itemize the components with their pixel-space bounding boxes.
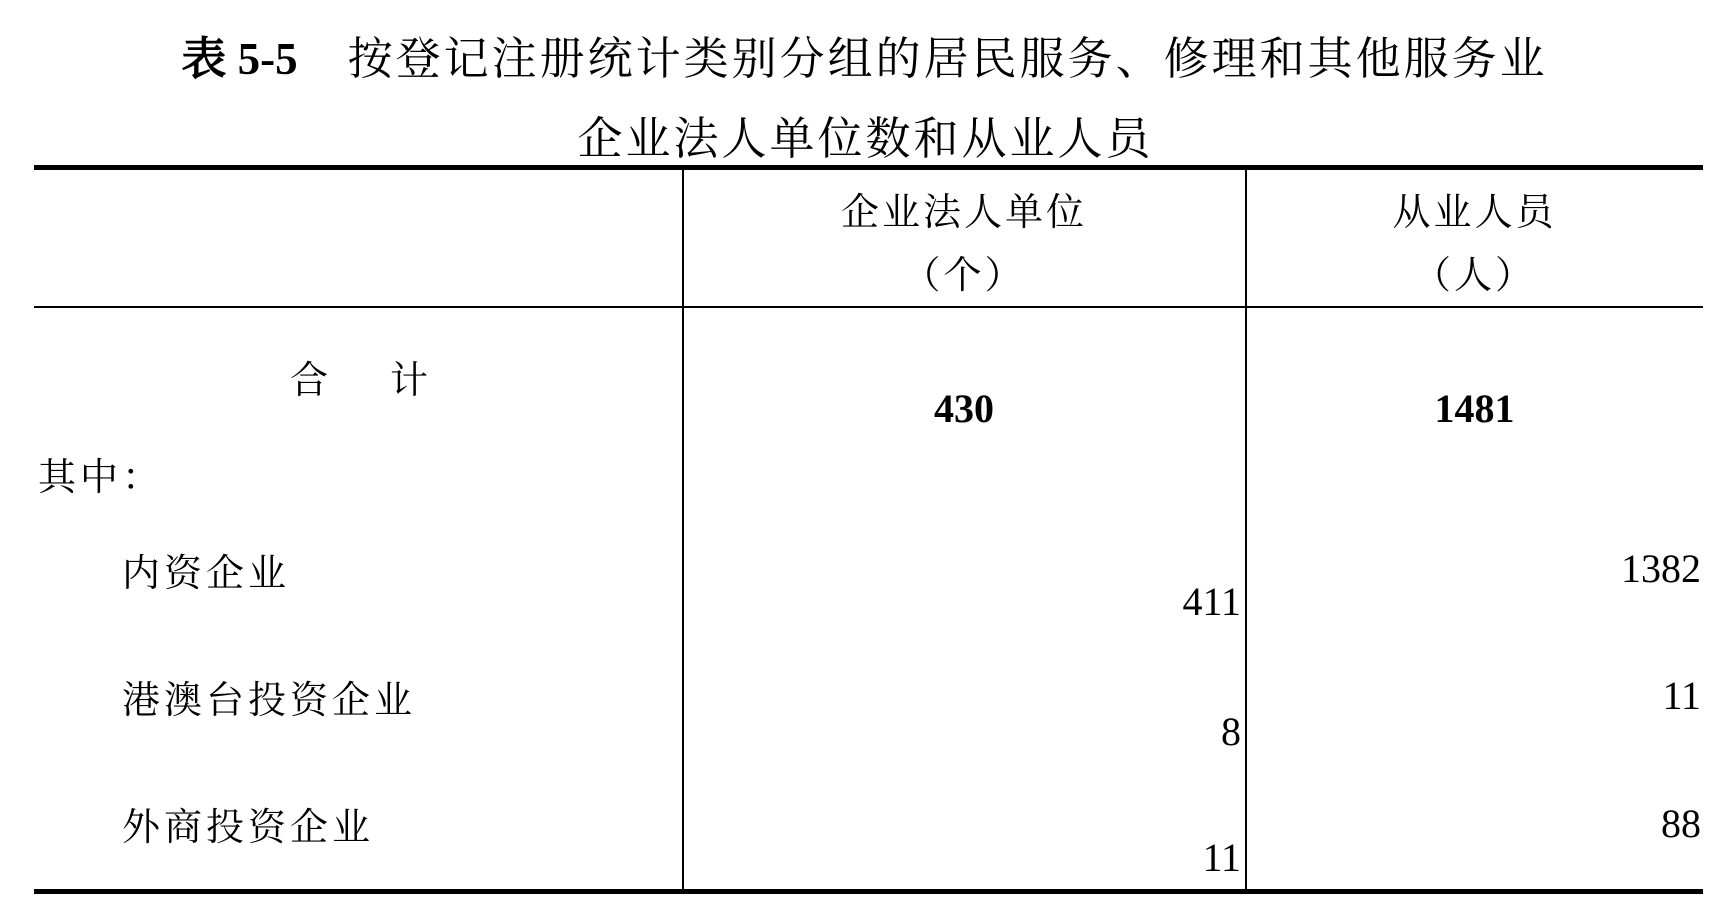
row-domestic-units: 411 bbox=[1182, 579, 1241, 624]
table-bottom-rule bbox=[34, 889, 1703, 894]
row-total-persons: 1481 bbox=[1434, 386, 1515, 431]
table-top-rule bbox=[34, 165, 1703, 170]
row-hmt-label: 港澳台投资企业 bbox=[122, 678, 417, 722]
table-header-rule bbox=[34, 306, 1703, 308]
row-total-label: 合 计 bbox=[290, 358, 441, 402]
table-title-line-2: 企业法人单位数和从业人员 bbox=[577, 112, 1154, 165]
table-title-line-1 bbox=[0, 22, 1727, 87]
header-persons-label: 从业人员 bbox=[1392, 190, 1557, 234]
row-hmt-persons: 11 bbox=[1662, 673, 1701, 718]
row-hmt-units: 8 bbox=[1221, 709, 1241, 754]
header-persons-unit: （人） bbox=[1412, 253, 1536, 297]
row-foreign-persons: 88 bbox=[1661, 801, 1701, 846]
header-units-unit: （个） bbox=[902, 253, 1026, 297]
row-subheading-label: 其中： bbox=[38, 455, 165, 499]
row-domestic-label: 内资企业 bbox=[122, 551, 291, 595]
table-number: 表 5-5 bbox=[181, 34, 298, 84]
row-foreign-units: 11 bbox=[1202, 835, 1241, 880]
row-foreign-label: 外商投资企业 bbox=[122, 805, 375, 849]
table-title-text: 按登记注册统计类别分组的居民服务、修理和其他服务业 bbox=[347, 32, 1548, 85]
header-units-label: 企业法人单位 bbox=[840, 190, 1087, 234]
row-total-units: 430 bbox=[934, 386, 994, 431]
row-domestic-persons: 1382 bbox=[1621, 546, 1701, 591]
